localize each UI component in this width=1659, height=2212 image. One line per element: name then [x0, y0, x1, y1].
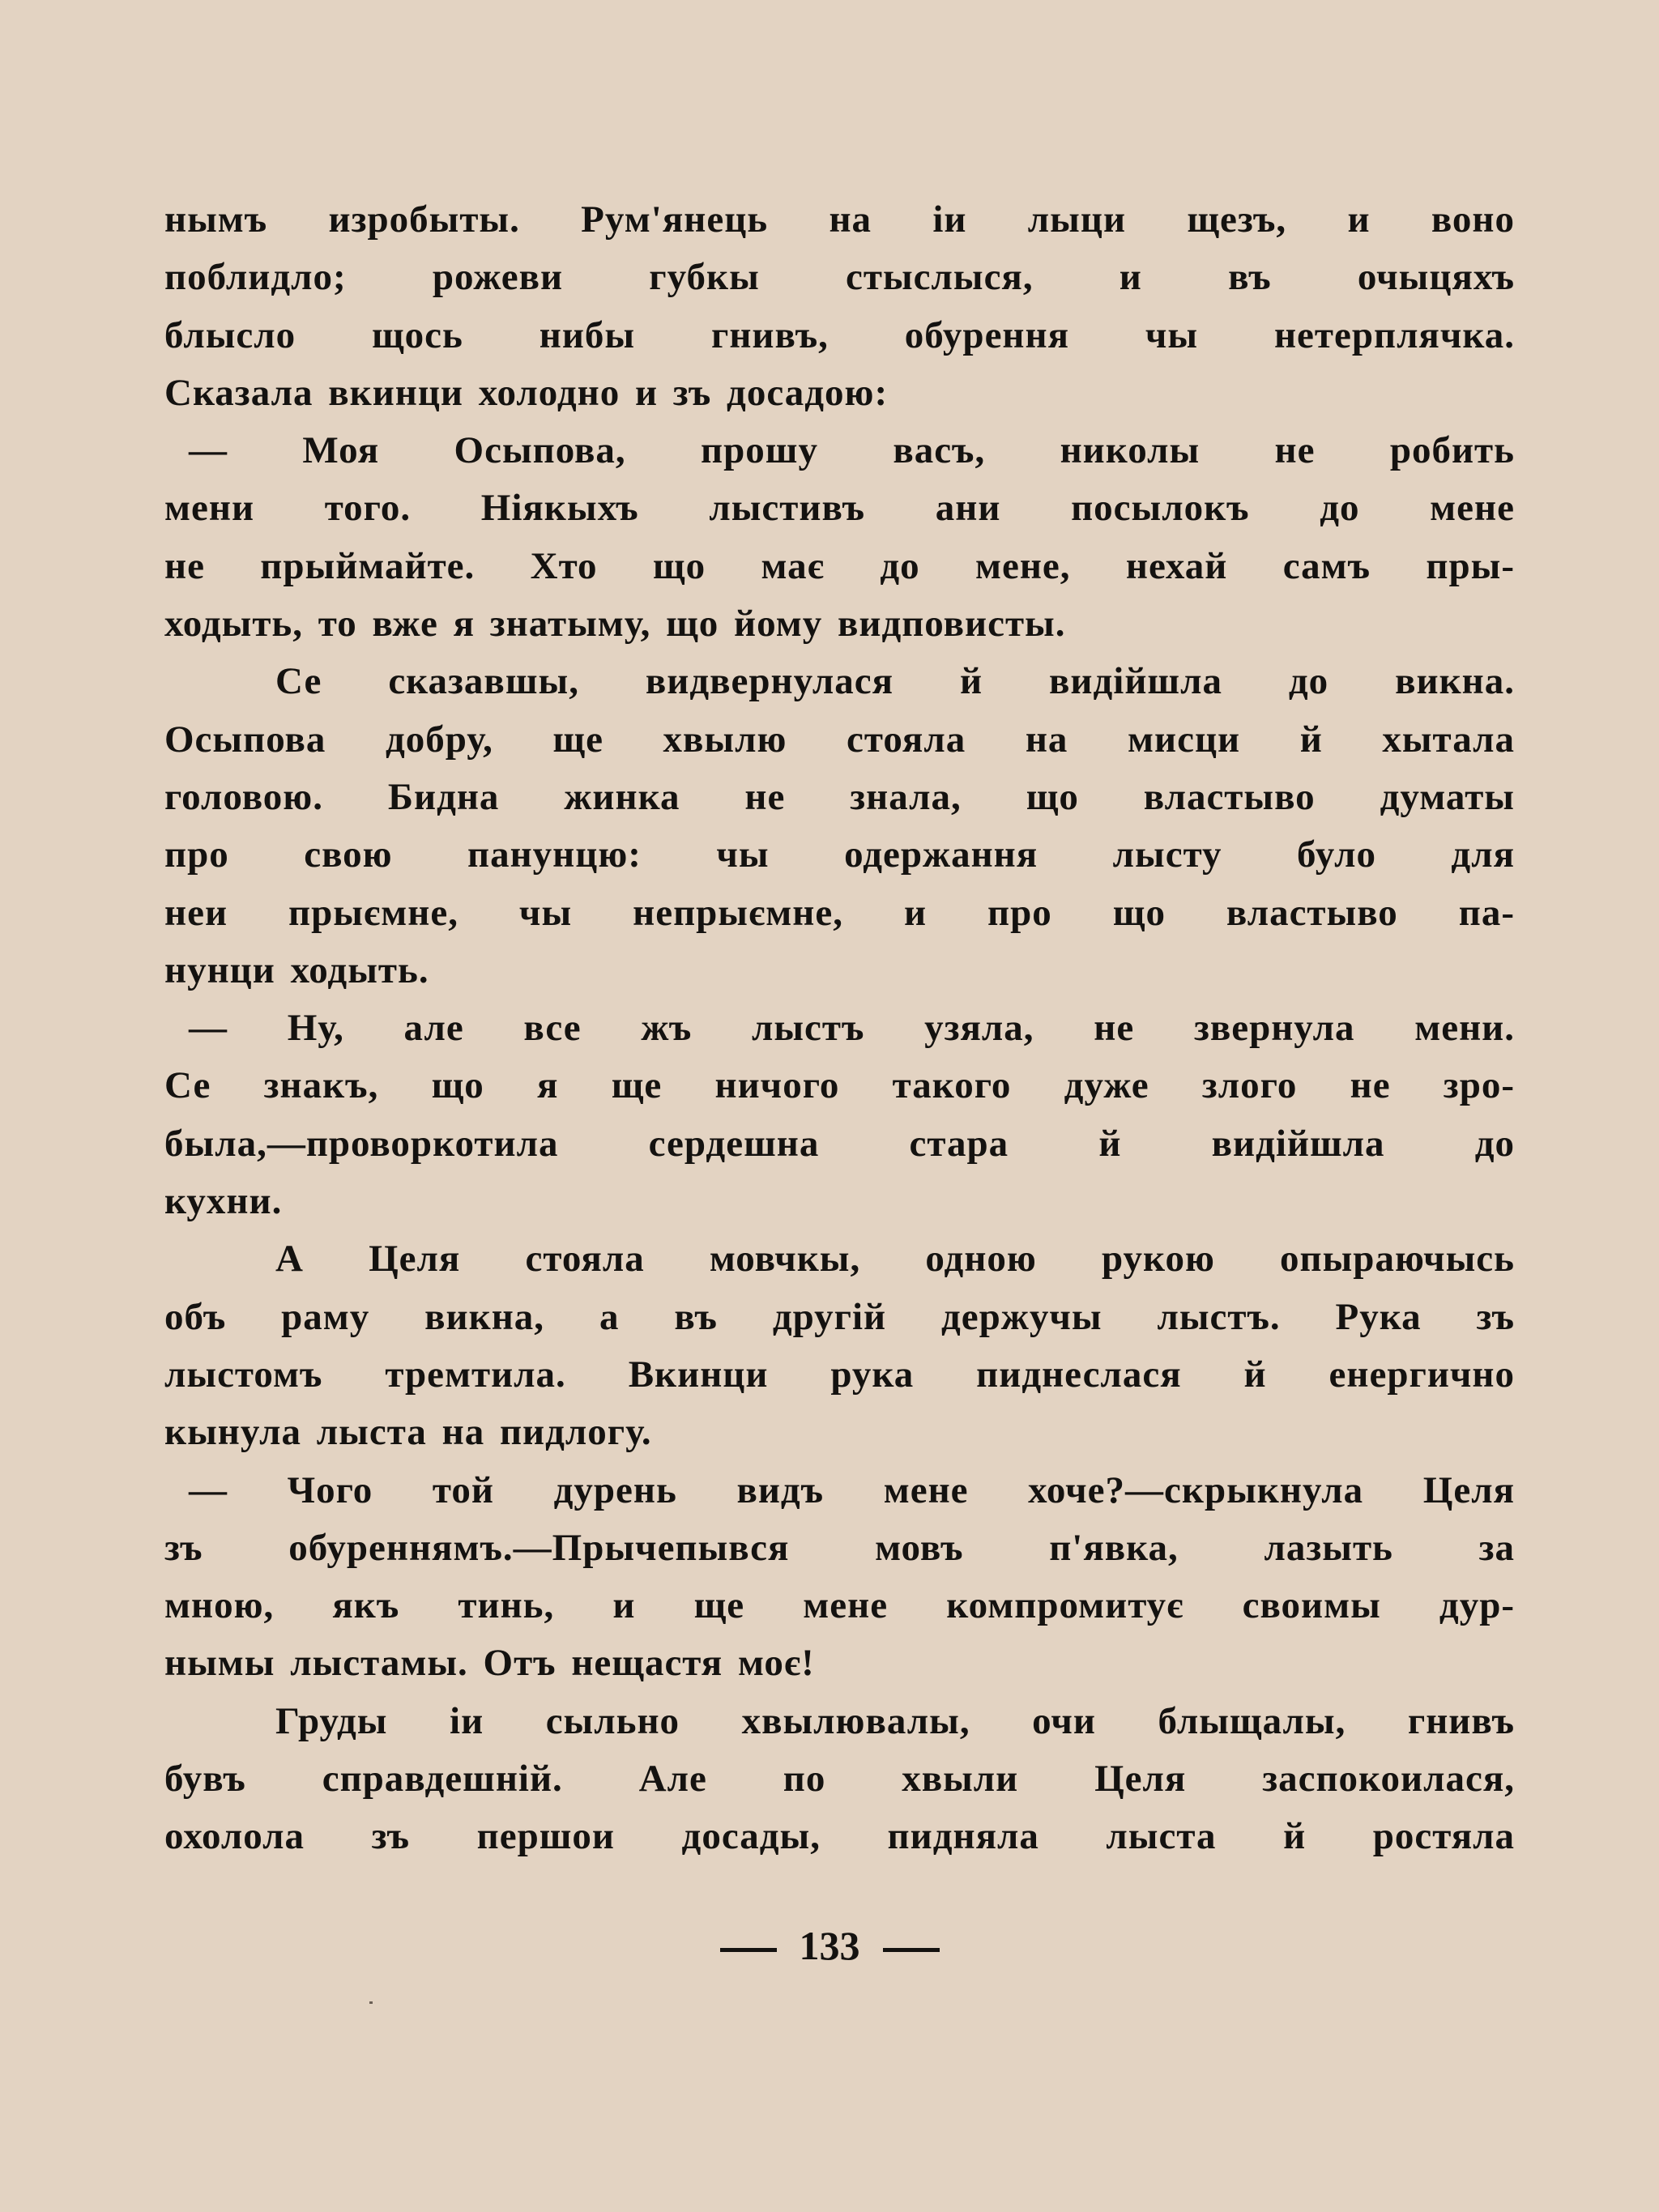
text-line: бувъ справдешній. Але по хвыли Целя заспокоилася, — [164, 1758, 1515, 1801]
text-line: нымъ изробыты. Рум'янець на іи лыци щезъ, и воно — [164, 198, 1515, 241]
text-line: кынула лыста на пидлогу. — [164, 1411, 652, 1454]
print-speck — [369, 2001, 373, 2004]
text-line: Груды іи сыльно хвылювалы, очи блыщалы, гнивъ — [275, 1699, 1515, 1742]
text-line: охолола зъ першои досады, пидняла лыста й ростяла — [164, 1815, 1515, 1858]
text-line: головою. Бидна жинка не знала, що властыво думаты — [164, 775, 1515, 818]
text-line: была,—проворкотила сердешна стара й видійшла до — [164, 1122, 1515, 1165]
text-line: — Чого той дурень видъ мене хоче?—скрыкнула Целя — [189, 1468, 1515, 1511]
text-line: — Ну, але все жъ лыстъ узяла, не звернула мени. — [189, 1007, 1515, 1050]
body-text — [164, 191, 1515, 1866]
text-line: Осыпова добру, ще хвылю стояла на мисци й хытала — [164, 718, 1515, 761]
text-line: А Целя стояла мовчкы, одною рукою опыраючысь — [275, 1238, 1515, 1281]
text-line: лыстомъ тремтила. Вкинци рука пиднеслася й енергично — [164, 1353, 1515, 1396]
text-line: зъ обуреннямъ.—Прычепывся мовъ п'явка, лазыть за — [164, 1526, 1515, 1569]
page-number-right-dash — [883, 1948, 940, 1952]
text-line: поблидло; рожеви губкы стыслыся, и въ очыцяхъ — [164, 256, 1515, 299]
text-line: нымы лыстамы. Отъ нещастя моє! — [164, 1642, 815, 1685]
text-line: объ раму викна, а въ другій держучы лыстъ. Рука зъ — [164, 1295, 1515, 1338]
text-line: Се сказавшы, видвернулася й видійшла до викна. — [275, 660, 1515, 703]
text-line: Сказала вкинци холодно и зъ досадою: — [164, 371, 889, 414]
text-line: неи прыємне, чы непрыємне, и про що властыво па- — [164, 891, 1515, 934]
text-line: кухни. — [164, 1180, 283, 1223]
page-number-left-dash — [720, 1948, 777, 1952]
text-line: — Моя Осыпова, прошу васъ, николы не робить — [189, 429, 1515, 472]
text-line: про свою панунцю: чы одержання лысту було для — [164, 833, 1515, 876]
text-line: Се знакъ, що я ще ничого такого дуже злого не зро- — [164, 1064, 1515, 1107]
text-line: ходыть, то вже я знатыму, що йому видповисты. — [164, 603, 1066, 646]
text-line: блысло щось нибы гнивъ, обурення чы нетерплячка. — [164, 313, 1515, 356]
text-line: не прыймайте. Хто що має до мене, нехай самъ пры- — [164, 544, 1515, 587]
page-number-value: 133 — [799, 1923, 860, 1968]
page-number — [0, 1921, 1659, 1970]
text-line: мною, якъ тинь, и ще мене компромитує своимы дур- — [164, 1584, 1515, 1627]
text-line: мени того. Ніякыхъ лыстивъ ани посылокъ до мене — [164, 487, 1515, 530]
text-line: нунци ходыть. — [164, 948, 429, 991]
